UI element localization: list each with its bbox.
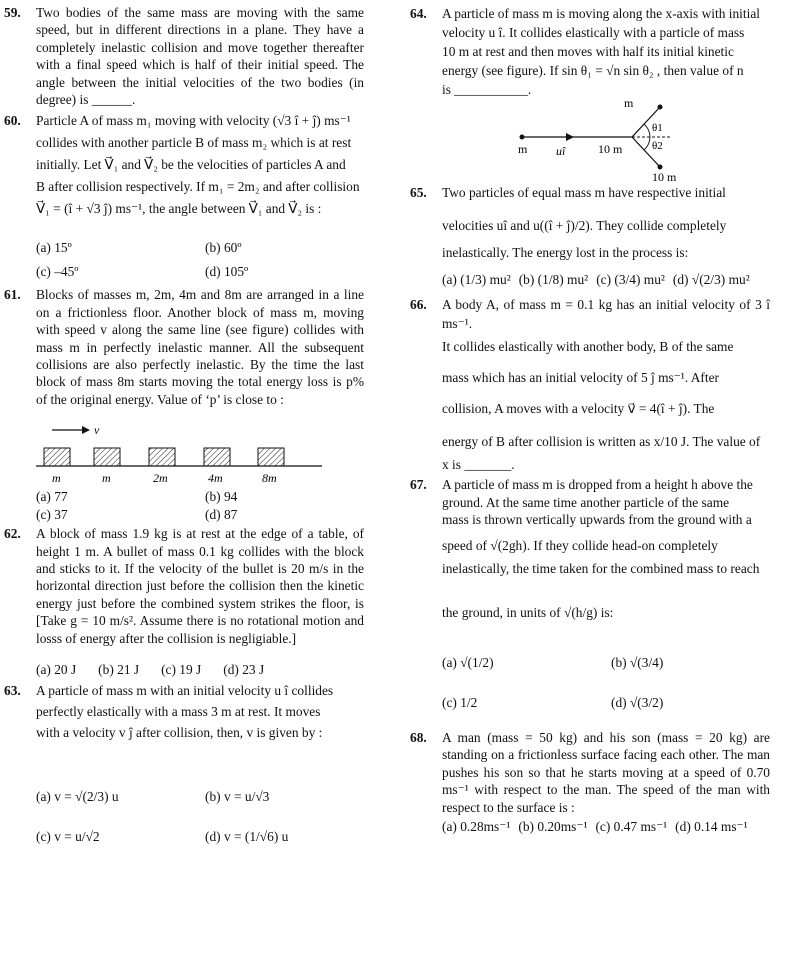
question-text: Two bodies of the same mass are moving with the same speed, but in different directions in a plane. They have a completely inelastic collision and move together thereafter with a final speed which is half of their initial speed. The angle between the initial velocities of the two bodies (in degree) is ______. bbox=[36, 5, 364, 108]
option-d[interactable]: (d) √(2/3) mu² bbox=[672, 272, 750, 287]
options bbox=[36, 236, 364, 284]
option-a[interactable]: (a) √(1/2) bbox=[442, 655, 494, 670]
question-number: 59. bbox=[4, 5, 21, 20]
option-c[interactable]: (c) (3/4) mu² bbox=[596, 272, 665, 287]
question-number: 60. bbox=[4, 113, 21, 129]
incident-arrowhead bbox=[566, 133, 574, 141]
question-61 bbox=[4, 286, 364, 523]
right-column bbox=[410, 4, 770, 835]
option-a[interactable]: (a) 0.28ms⁻¹ bbox=[442, 819, 511, 835]
block-label-2: m bbox=[102, 471, 111, 486]
block-4 bbox=[204, 448, 230, 466]
option-a[interactable]: (a) (1/3) mu² bbox=[442, 272, 511, 287]
theta2-arc bbox=[644, 137, 650, 150]
question-line: ground. At the same time another particle of the same bbox=[442, 494, 730, 510]
option-d[interactable]: (d) 0.14 ms⁻¹ bbox=[675, 819, 748, 835]
option-a[interactable]: (a) 77 bbox=[36, 489, 68, 505]
option-b[interactable]: (b) 21 J bbox=[98, 661, 140, 677]
label-theta2: θ2 bbox=[652, 140, 663, 152]
options bbox=[36, 661, 364, 678]
question-line: speed of √(2gh). If they collide head-on completely bbox=[442, 537, 718, 553]
theta1-arc bbox=[644, 124, 650, 137]
option-c[interactable]: (c) v = u/√2 bbox=[36, 829, 100, 845]
question-line: initially. Let V⃗₁ and V⃗₂ be the velocities of particles A and bbox=[36, 157, 346, 173]
block-1 bbox=[44, 448, 70, 466]
question-line: inelastically, the time taken for the combined mass to reach bbox=[442, 561, 760, 576]
question-line: Two particles of equal mass m have respective initial bbox=[442, 185, 726, 200]
options bbox=[442, 818, 770, 835]
label-m-top: m bbox=[624, 101, 634, 110]
question-line: A body A, of mass m = 0.1 kg has an initial velocity of 3 î ms⁻¹. bbox=[442, 297, 770, 331]
question-68 bbox=[410, 729, 770, 835]
block-label-3: 2m bbox=[153, 471, 168, 486]
block-label-5: 8m bbox=[262, 471, 277, 486]
question-67 bbox=[410, 476, 770, 723]
label-10m-bottom: 10 m bbox=[652, 170, 677, 181]
block-label-4: 4m bbox=[208, 471, 223, 486]
question-line: A particle of mass m is moving along the x-axis with initial bbox=[442, 6, 760, 21]
options bbox=[442, 643, 770, 723]
question-number: 64. bbox=[410, 6, 427, 21]
question-line: collision, A moves with a velocity v⃗ = 4(î + ĵ). The bbox=[442, 401, 715, 416]
option-b[interactable]: (b) 0.20ms⁻¹ bbox=[518, 819, 588, 835]
velocity-arrowhead bbox=[82, 426, 90, 434]
option-d[interactable]: (d) v = (1/√6) u bbox=[205, 829, 289, 845]
question-63 bbox=[4, 680, 364, 857]
collision-figure bbox=[512, 101, 762, 181]
label-theta1: θ1 bbox=[652, 122, 663, 134]
option-a[interactable]: (a) 20 J bbox=[36, 661, 77, 677]
option-b[interactable]: (b) v = u/√3 bbox=[205, 789, 270, 805]
velocity-label: v bbox=[94, 423, 100, 438]
question-line: mass is thrown vertically upwards from the ground with a bbox=[442, 512, 752, 527]
question-text: A block of mass 1.9 kg is at rest at the edge of a table, of height 1 m. A bullet of mass 0.1 kg collides with the block and sticks to it. If the velocity of the bullet is 20 m/s in the horizontal direction just before the collision then the kinetic energy just before the combined system strikes the floor, is [Take g = 10 m/s². Assume there is no rotational motion and losss of energy after the collision is negligiable.] bbox=[36, 526, 364, 646]
option-c[interactable]: (c) 19 J bbox=[161, 661, 202, 677]
question-line: inelastically. The energy lost in the process is: bbox=[442, 245, 689, 260]
block-3 bbox=[149, 448, 175, 466]
question-65 bbox=[410, 183, 770, 289]
question-text: Blocks of masses m, 2m, 4m and 8m are arranged in a line on a frictionless floor. Another block of mass m, moving with speed v along the same line (see figure) collides with mass m in perfectly inelastic manner. All the subsequent collisions are also perfectly inelastic. By the time the last block of mass 8m starts moving the total energy loss is p% of the original energy. Value of ‘p’ is close to : bbox=[36, 287, 364, 407]
question-number: 65. bbox=[410, 185, 427, 200]
label-10m: 10 m bbox=[598, 142, 623, 156]
question-line: A particle of mass m with an initial velocity u î collides bbox=[36, 683, 334, 699]
option-b[interactable]: (b) 60º bbox=[205, 240, 242, 256]
question-line: Particle A of mass m₁ moving with velocity (√3 î + ĵ) ms⁻¹ bbox=[36, 113, 351, 129]
option-a[interactable]: (a) v = √(2/3) u bbox=[36, 789, 119, 805]
question-line: collides with another particle B of mass m₂ which is at rest bbox=[36, 135, 352, 151]
question-line: 10 m at rest and then moves with half its initial kinetic bbox=[442, 44, 734, 59]
question-60 bbox=[4, 110, 364, 284]
question-line: energy (see figure). If sin θ₁ = √n sin θ₂ , then value of n bbox=[442, 63, 744, 78]
question-line: energy of B after collision is written as x/10 J. The value of bbox=[442, 434, 761, 449]
blocks-figure bbox=[36, 416, 326, 492]
option-d[interactable]: (d) 23 J bbox=[223, 661, 265, 677]
question-number: 63. bbox=[4, 683, 21, 699]
particle-10m-final bbox=[658, 165, 663, 170]
option-c[interactable]: (c) 0.47 ms⁻¹ bbox=[595, 819, 668, 835]
question-line: is ___________. bbox=[442, 82, 532, 97]
question-64 bbox=[410, 4, 770, 181]
question-line: x is _______. bbox=[442, 457, 515, 472]
block-5 bbox=[258, 448, 284, 466]
question-line: velocity u î. It collides elastically with a particle of mass bbox=[442, 25, 745, 40]
label-velocity: uî bbox=[556, 144, 566, 158]
question-number: 67. bbox=[410, 477, 427, 492]
particle-m-final bbox=[658, 105, 663, 110]
left-column bbox=[4, 4, 364, 857]
question-line: with a velocity v ĵ after collision, then, v is given by : bbox=[36, 725, 323, 741]
question-line: velocities uî and u((î + ĵ)/2). They collide completely bbox=[442, 218, 727, 233]
question-line: B after collision respectively. If m₁ = 2m₂ and after collision bbox=[36, 179, 360, 195]
options bbox=[36, 488, 364, 523]
question-number: 61. bbox=[4, 287, 21, 303]
option-d[interactable]: (d) √(3/2) bbox=[611, 695, 664, 710]
option-c[interactable]: (c) –45º bbox=[36, 264, 79, 280]
question-line: perfectly elastically with a mass 3 m at rest. It moves bbox=[36, 704, 321, 720]
question-number: 68. bbox=[410, 730, 427, 745]
block-label-1: m bbox=[52, 471, 61, 486]
question-line: V⃗₁ = (î + √3 ĵ) ms⁻¹, the angle between V⃗₁ and V⃗₂ is : bbox=[36, 201, 322, 217]
question-line: the ground, in units of √(h/g) is: bbox=[442, 604, 614, 620]
label-m-left: m bbox=[518, 142, 528, 156]
option-c[interactable]: (c) 1/2 bbox=[442, 695, 478, 710]
option-c[interactable]: (c) 37 bbox=[36, 506, 68, 522]
question-62 bbox=[4, 525, 364, 678]
option-d[interactable]: (d) 105º bbox=[205, 264, 249, 280]
option-a[interactable]: (a) 15º bbox=[36, 240, 72, 256]
question-line: mass which has an initial velocity of 5 ĵ ms⁻¹. After bbox=[442, 370, 719, 385]
question-line: It collides elastically with another body, B of the same bbox=[442, 339, 734, 354]
option-b[interactable]: (b) 94 bbox=[205, 489, 238, 505]
question-59 bbox=[4, 4, 364, 108]
block-2 bbox=[94, 448, 120, 466]
question-66 bbox=[410, 295, 770, 474]
question-line: A particle of mass m is dropped from a height h above the bbox=[442, 477, 753, 492]
option-b[interactable]: (b) √(3/4) bbox=[611, 655, 664, 670]
options bbox=[442, 270, 770, 289]
option-b[interactable]: (b) (1/8) mu² bbox=[518, 272, 589, 287]
question-text: A man (mass = 50 kg) and his son (mass = 20 kg) are standing on a frictionless surface facing each other. The man pushes his son so that he starts moving at a speed of 0.70 ms⁻¹ with respect to the man. The speed of the man with respect to the surface is : bbox=[442, 730, 770, 815]
question-number: 66. bbox=[410, 297, 427, 312]
options bbox=[36, 777, 364, 857]
option-d[interactable]: (d) 87 bbox=[205, 506, 238, 522]
question-number: 62. bbox=[4, 526, 21, 542]
